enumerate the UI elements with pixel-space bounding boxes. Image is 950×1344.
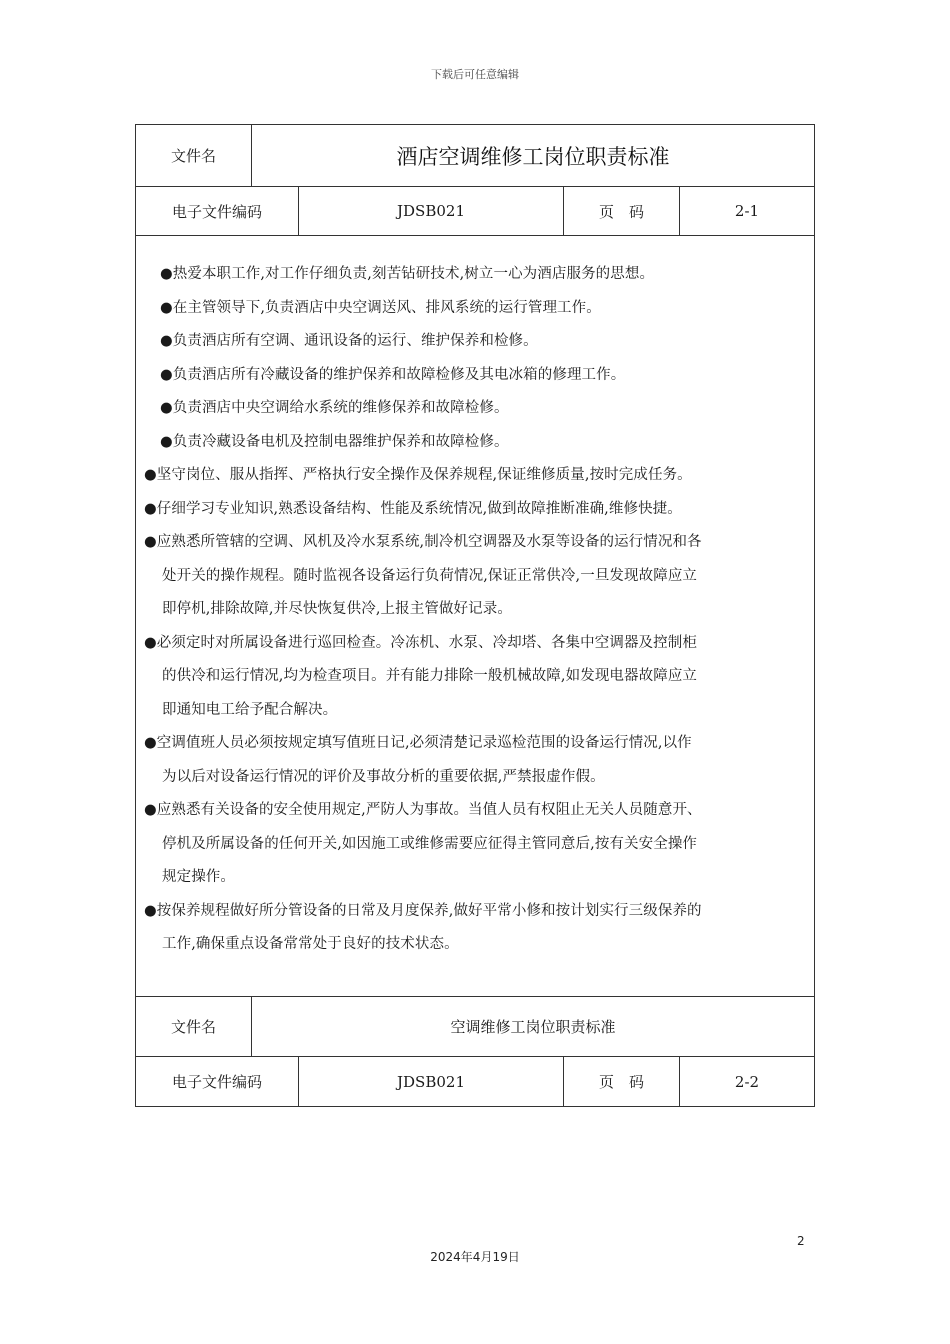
- duty-line: 的供冷和运行情况,均为检查项目。并有能力排除一般机械故障,如发现电器故障应立: [162, 668, 698, 684]
- footer-date: 2024年4月19日: [430, 1250, 520, 1264]
- code-row: [136, 187, 814, 236]
- duty-line: 停机及所属设备的任何开关,如因施工或维修需要应征得主管同意后,按有关安全操作: [162, 835, 698, 852]
- duty-line: ●仔细学习专业知识,熟悉设备结构、性能及系统情况,做到故障推断准确,维修快捷。: [144, 500, 682, 517]
- title-row: [136, 125, 814, 187]
- code-row-2: [136, 1057, 814, 1106]
- duties-content: [136, 236, 814, 996]
- duty-line: ●负责酒店所有空调、通讯设备的运行、维护保养和检修。: [160, 333, 538, 349]
- duty-line: ●空调值班人员必须按规定填写值班日记,必须清楚记录巡检范围的设备运行情况,以作: [144, 735, 692, 751]
- duty-line: ●热爱本职工作,对工作仔细负责,刻苦钻研技术,树立一心为酒店服务的思想。: [160, 266, 655, 282]
- file-title-cell: [252, 125, 814, 186]
- duty-line: ●负责酒店中央空调给水系统的维修保养和故障检修。: [160, 400, 509, 416]
- header-note: 下载后可任意编辑: [431, 68, 519, 81]
- duty-line: ●按保养规程做好所分管设备的日常及月度保养,做好平常小修和按计划实行三级保养的: [144, 902, 702, 919]
- file-name-label-2: 文件名: [136, 997, 252, 1056]
- document-title: 酒店空调维修工岗位职责标准: [396, 144, 670, 169]
- page-value-2: 2-2: [734, 1072, 760, 1091]
- duty-line: ●负责冷藏设备电机及控制电器维护保养和故障检修。: [160, 433, 509, 450]
- duty-line: ●应熟悉所管辖的空调、风机及冷水泵系统,制冷机空调器及水泵等设备的运行情况和各: [144, 534, 702, 550]
- duty-line: 工作,确保重点设备常常处于良好的技术状态。: [162, 936, 459, 952]
- file-name-label: 文件名: [136, 125, 252, 186]
- duty-line: 即通知电工给予配合解决。: [162, 701, 338, 718]
- page-label-2: 页 码: [564, 1057, 680, 1106]
- duty-line: ●负责酒店所有冷藏设备的维护保养和故障检修及其电冰箱的修理工作。: [160, 366, 626, 383]
- code-value: JDSB021: [299, 187, 564, 235]
- duty-line: 规定操作。: [162, 869, 235, 885]
- duty-line: ●在主管领导下,负责酒店中央空调送风、排风系统的运行管理工作。: [160, 299, 601, 316]
- content-row: [136, 236, 814, 997]
- duty-line: ●应熟悉有关设备的安全使用规定,严防人为事故。当值人员有权阻止无关人员随意开、: [144, 802, 702, 818]
- page-label: 页 码: [564, 187, 680, 235]
- document-table: [135, 124, 815, 1107]
- duty-line: 即停机,排除故障,并尽快恢复供冷,上报主管做好记录。: [162, 601, 512, 617]
- document-title-2: 空调维修工岗位职责标准: [450, 1018, 616, 1036]
- code-value-2: JDSB021: [299, 1057, 564, 1106]
- code-label: 电子文件编码: [136, 187, 299, 235]
- page-number: 2: [797, 1234, 805, 1248]
- duty-line: ●必须定时对所属设备进行巡回检查。冷冻机、水泵、冷却塔、各集中空调器及控制柜: [144, 634, 697, 651]
- code-label-2: 电子文件编码: [136, 1057, 299, 1106]
- duty-line: ●坚守岗位、服从指挥、严格执行安全操作及保养规程,保证维修质量,按时完成任务。: [144, 467, 692, 483]
- duty-line: 处开关的操作规程。随时监视各设备运行负荷情况,保证正常供冷,一旦发现故障应立: [162, 567, 698, 584]
- duty-line: 为以后对设备运行情况的评价及事故分析的重要依据,严禁报虚作假。: [162, 768, 605, 785]
- title-row-2: [136, 997, 814, 1057]
- page-value: 2-1: [734, 202, 760, 220]
